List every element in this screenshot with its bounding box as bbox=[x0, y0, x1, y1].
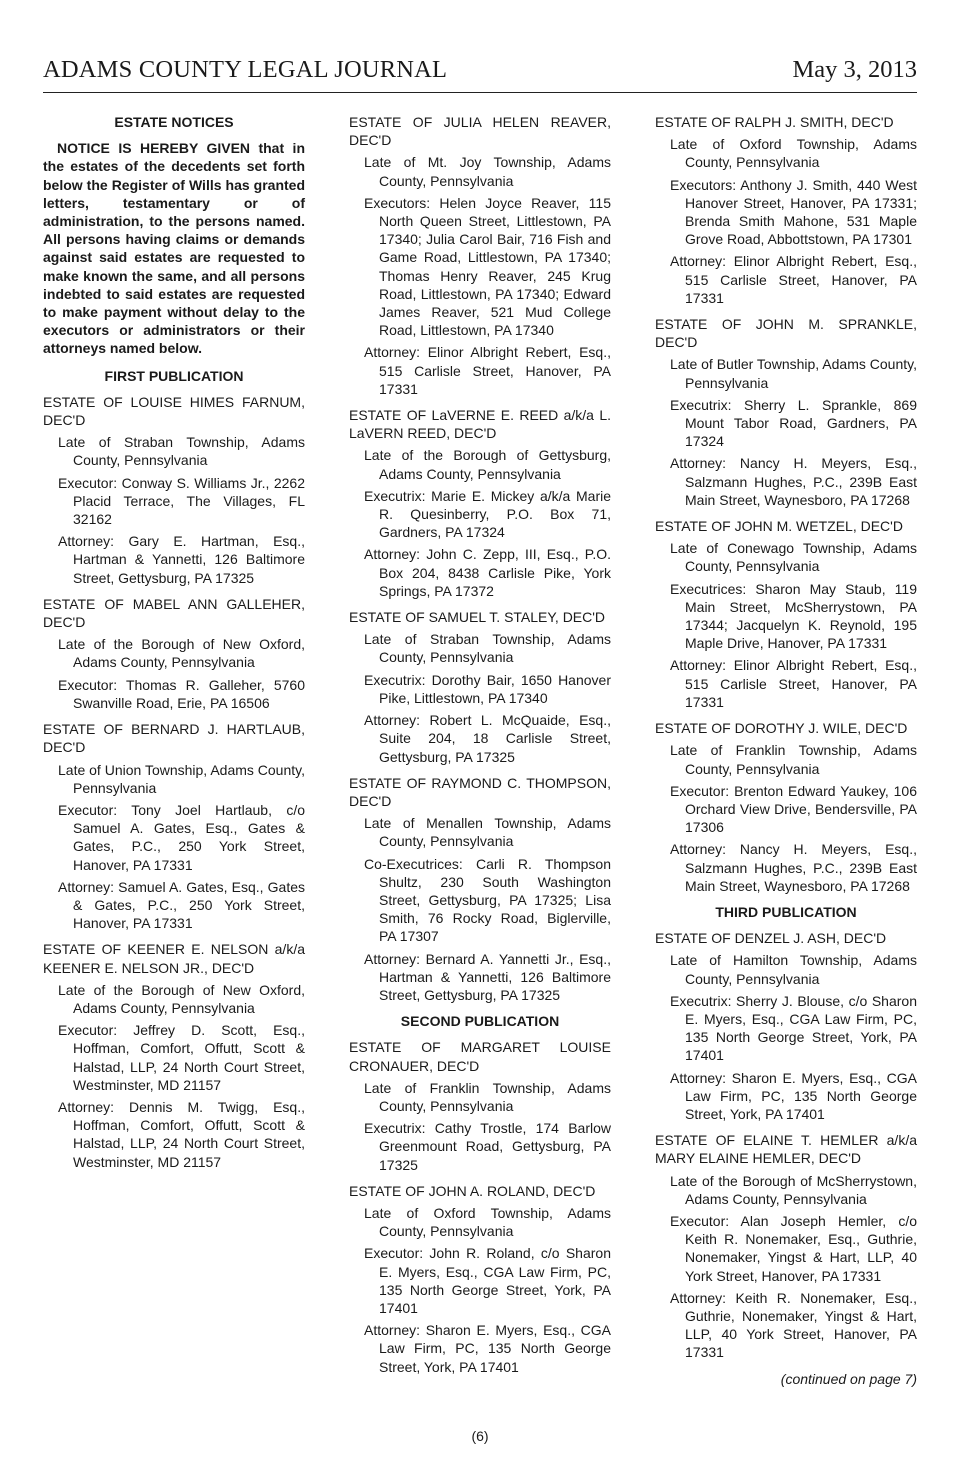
estate-name: ESTATE OF JOHN M. WETZEL, DEC'D bbox=[655, 518, 903, 535]
estate-notice bbox=[349, 1182, 611, 1376]
first-publication-heading: FIRST PUBLICATION bbox=[104, 367, 244, 384]
estate-detail: Executors: Anthony J. Smith, 440 West Hanover Street, Hanover, PA 17331; Brenda Smith Mahone, 531 Maple Grove Road, Abbottstown, PA 17301 bbox=[670, 176, 917, 248]
estate-detail: Late of the Borough of McSherrystown, Adams County, Pennsylvania bbox=[670, 1172, 917, 1207]
estate-notice bbox=[655, 113, 917, 307]
estate-detail: Late of Menallen Township, Adams County, Pennsylvania bbox=[364, 815, 611, 850]
estate-detail: Late of the Borough of New Oxford, Adams County, Pennsylvania bbox=[58, 981, 305, 1016]
estate-detail: Executor: Alan Joseph Hemler, c/o Keith R. Nonemaker, Esq., Guthrie, Nonemaker, Yingst & Hart, LLP, 40 York Street, Hanover, PA 17331 bbox=[670, 1212, 917, 1284]
continued-note: (continued on page 7) bbox=[780, 1370, 917, 1387]
estate-detail: Executors: Helen Joyce Reaver, 115 North Queen Street, Littlestown, PA 17340; Julia Carol Bair, 716 Fish and Game Road, Littlestown, PA 17340; Thomas Henry Reaver, 245 Krug Road, Littlestown, PA 17340; Edward James Reaver, 521 Mud College Road, Littlestown, PA 17340 bbox=[364, 194, 611, 339]
second-publication-heading: SECOND PUBLICATION bbox=[400, 1013, 560, 1030]
estate-name: ESTATE OF MARGARET LOUISE CRONAUER, DEC'D bbox=[349, 1039, 611, 1074]
estate-notice bbox=[349, 1038, 611, 1173]
estate-name: ESTATE OF JULIA HELEN REAVER, DEC'D bbox=[349, 114, 611, 149]
estate-name: ESTATE OF RAYMOND C. THOMPSON, DEC'D bbox=[349, 774, 611, 809]
estate-detail: Late of Union Township, Adams County, Pennsylvania bbox=[58, 761, 305, 796]
estate-notice bbox=[655, 517, 917, 711]
estate-list-col1 bbox=[43, 393, 305, 1171]
estate-notice bbox=[655, 315, 917, 509]
estate-notice bbox=[43, 393, 305, 587]
estate-notice bbox=[655, 1131, 917, 1361]
estate-name: ESTATE OF JOHN M. SPRANKLE, DEC'D bbox=[655, 316, 917, 351]
estate-name: ESTATE OF SAMUEL T. STALEY, DEC'D bbox=[349, 609, 606, 626]
estate-detail: Late of Mt. Joy Township, Adams County, Pennsylvania bbox=[364, 154, 611, 189]
estate-detail: Attorney: Nancy H. Meyers, Esq., Salzmann Hughes, P.C., 239B East Main Street, Waynesboro, PA 17268 bbox=[670, 841, 917, 894]
estate-detail: Attorney: Sharon E. Myers, Esq., CGA Law Firm, PC, 135 North George Street, York, PA 17401 bbox=[670, 1069, 917, 1122]
estate-notices-heading: ESTATE NOTICES bbox=[114, 114, 234, 130]
journal-title: ADAMS COUNTY LEGAL JOURNAL bbox=[43, 56, 448, 83]
estate-name: ESTATE OF DOROTHY J. WILE, DEC'D bbox=[655, 720, 908, 737]
estate-detail: Executrix: Sherry L. Sprankle, 869 Mount Tabor Road, Gardners, PA 17324 bbox=[670, 396, 917, 450]
estate-detail: Executor: John R. Roland, c/o Sharon E. Myers, Esq., CGA Law Firm, PC, 135 North George Street, York, PA 17401 bbox=[364, 1245, 611, 1316]
estate-detail: Attorney: Elinor Albright Rebert, Esq., 515 Carlisle Street, Hanover, PA 17331 bbox=[670, 253, 917, 306]
estate-name: ESTATE OF BERNARD J. HARTLAUB, DEC'D bbox=[43, 721, 305, 756]
estate-detail: Attorney: Gary E. Hartman, Esq., Hartman & Yannetti, 126 Baltimore Street, Gettysburg, PA 17325 bbox=[58, 533, 305, 586]
estate-notice bbox=[349, 406, 611, 600]
estate-detail: Attorney: Nancy H. Meyers, Esq., Salzmann Hughes, P.C., 239B East Main Street, Waynesboro, PA 17268 bbox=[670, 455, 917, 508]
estate-detail: Co-Executrices: Carli R. Thompson Shultz, 230 South Washington Street, Gettysburg, PA 17325; Lisa Smith, 76 Rocky Road, Biglerville, PA 17307 bbox=[364, 855, 611, 945]
estate-list-col2-first bbox=[349, 113, 611, 1004]
estate-detail: Executor: Thomas R. Galleher, 5760 Swanville Road, Erie, PA 16506 bbox=[58, 676, 305, 711]
estate-detail: Attorney: John C. Zepp, III, Esq., P.O. Box 204, 8438 Carlisle Pike, York Springs, PA 17372 bbox=[364, 546, 611, 599]
estate-notice bbox=[43, 595, 305, 712]
third-publication-heading: THIRD PUBLICATION bbox=[715, 903, 857, 920]
estate-detail: Executor: Tony Joel Hartlaub, c/o Samuel A. Gates, Esq., Gates & Gates, P.C., 250 York Street, Hanover, PA 17331 bbox=[58, 801, 305, 873]
estate-detail: Attorney: Elinor Albright Rebert, Esq., 515 Carlisle Street, Hanover, PA 17331 bbox=[364, 344, 611, 397]
estate-notice bbox=[349, 774, 611, 1004]
estate-name: ESTATE OF RALPH J. SMITH, DEC'D bbox=[655, 114, 894, 130]
column-3 bbox=[655, 113, 917, 1388]
estate-detail: Late of Butler Township, Adams County, Pennsylvania bbox=[670, 356, 917, 391]
estate-detail: Executrices: Sharon May Staub, 119 Main Street, McSherrystown, PA 17344; Jacquelyn K. Reynold, 195 Maple Drive, Hanover, PA 17331 bbox=[670, 580, 917, 652]
estate-notice bbox=[349, 608, 611, 766]
estate-detail: Executrix: Cathy Trostle, 174 Barlow Greenmount Road, Gettysburg, PA 17325 bbox=[364, 1120, 611, 1173]
estate-name: ESTATE OF DENZEL J. ASH, DEC'D bbox=[655, 930, 887, 947]
estate-notice bbox=[349, 113, 611, 398]
estate-detail: Late of Franklin Township, Adams County, Pennsylvania bbox=[364, 1079, 611, 1114]
notice-intro: NOTICE IS HEREBY GIVEN that in the estates of the decedents set forth below the Register of Wills has granted letters, testamentary or of administration, to the persons named. All persons having claims or demands against said estates are requested to make known the same, and all persons indebted to said estates are requested to make payment without delay to the executors or administrators or their attorneys named below. bbox=[43, 140, 305, 357]
estate-name: ESTATE OF JOHN A. ROLAND, DEC'D bbox=[349, 1182, 596, 1199]
estate-detail: Attorney: Elinor Albright Rebert, Esq., 515 Carlisle Street, Hanover, PA 17331 bbox=[670, 657, 917, 710]
estate-name: ESTATE OF LOUISE HIMES FARNUM, DEC'D bbox=[43, 393, 305, 429]
estate-detail: Late of Franklin Township, Adams County, Pennsylvania bbox=[670, 742, 917, 777]
estate-detail: Attorney: Robert L. McQuaide, Esq., Suite 204, 18 Carlisle Street, Gettysburg, PA 17325 bbox=[364, 712, 611, 765]
estate-list-col3-second bbox=[655, 113, 917, 895]
estate-detail: Late of Oxford Township, Adams County, Pennsylvania bbox=[670, 136, 917, 171]
estate-name: ESTATE OF MABEL ANN GALLEHER, DEC'D bbox=[43, 595, 305, 631]
estate-detail: Attorney: Samuel A. Gates, Esq., Gates & Gates, P.C., 250 York Street, Hanover, PA 17331 bbox=[58, 878, 305, 932]
estate-detail: Late of Conewago Township, Adams County, Pennsylvania bbox=[670, 540, 917, 575]
estate-detail: Late of Straban Township, Adams County, Pennsylvania bbox=[364, 631, 611, 666]
estate-detail: Attorney: Sharon E. Myers, Esq., CGA Law Firm, PC, 135 North George Street, York, PA 17401 bbox=[364, 1322, 611, 1375]
column-1 bbox=[43, 113, 305, 1179]
estate-detail: Executor: Brenton Edward Yaukey, 106 Orchard View Drive, Bendersville, PA 17306 bbox=[670, 782, 917, 836]
estate-notice bbox=[655, 929, 917, 1123]
column-2 bbox=[349, 113, 611, 1384]
estate-name: ESTATE OF ELAINE T. HEMLER a/k/a MARY ELAINE HEMLER, DEC'D bbox=[655, 1132, 917, 1167]
estate-detail: Executor: Jeffrey D. Scott, Esq., Hoffman, Comfort, Offutt, Scott & Halstad, LLP, 24 North Court Street, Westminster, MD 21157 bbox=[58, 1022, 305, 1093]
estate-list-col2-second bbox=[349, 1038, 611, 1375]
estate-detail: Late of Oxford Township, Adams County, Pennsylvania bbox=[364, 1204, 611, 1240]
estate-detail: Executrix: Sherry J. Blouse, c/o Sharon E. Myers, Esq., CGA Law Firm, PC, 135 North George Street, York, PA 17401 bbox=[670, 992, 917, 1064]
estate-detail: Executrix: Dorothy Bair, 1650 Hanover Pike, Littlestown, PA 17340 bbox=[364, 671, 611, 706]
estate-detail: Attorney: Bernard A. Yannetti Jr., Esq., Hartman & Yannetti, 126 Baltimore Street, Gettysburg, PA 17325 bbox=[364, 950, 611, 1003]
estate-detail: Late of the Borough of Gettysburg, Adams County, Pennsylvania bbox=[364, 447, 611, 482]
estate-detail: Attorney: Dennis M. Twigg, Esq., Hoffman, Comfort, Offutt, Scott & Halstad, LLP, 24 North Court Street, Westminster, MD 21157 bbox=[58, 1098, 305, 1170]
estate-detail: Executrix: Marie E. Mickey a/k/a Marie R. Quesinberry, P.O. Box 71, Gardners, PA 17324 bbox=[364, 487, 611, 541]
estate-detail: Late of Hamilton Township, Adams County, Pennsylvania bbox=[670, 952, 917, 987]
estate-detail: Attorney: Keith R. Nonemaker, Esq., Guthrie, Nonemaker, Yingst & Hart, LLP, 40 York Street, Hanover, PA 17331 bbox=[670, 1289, 917, 1361]
estate-notice bbox=[43, 940, 305, 1170]
estate-list-col3-third bbox=[655, 929, 917, 1361]
issue-date: May 3, 2013 bbox=[792, 56, 917, 83]
estate-detail: Late of Straban Township, Adams County, Pennsylvania bbox=[58, 434, 305, 469]
estate-name: ESTATE OF KEENER E. NELSON a/k/a KEENER E. NELSON JR., DEC'D bbox=[43, 941, 305, 976]
estate-notice bbox=[655, 719, 917, 895]
page-number: (6) bbox=[471, 1428, 489, 1444]
estate-name: ESTATE OF LaVERNE E. REED a/k/a L. LaVERN REED, DEC'D bbox=[349, 407, 611, 442]
page-header bbox=[43, 52, 917, 93]
estate-detail: Executor: Conway S. Williams Jr., 2262 Placid Terrace, The Villages, FL 32162 bbox=[58, 474, 305, 528]
estate-notice bbox=[43, 720, 305, 932]
estate-detail: Late of the Borough of New Oxford, Adams County, Pennsylvania bbox=[58, 636, 305, 671]
